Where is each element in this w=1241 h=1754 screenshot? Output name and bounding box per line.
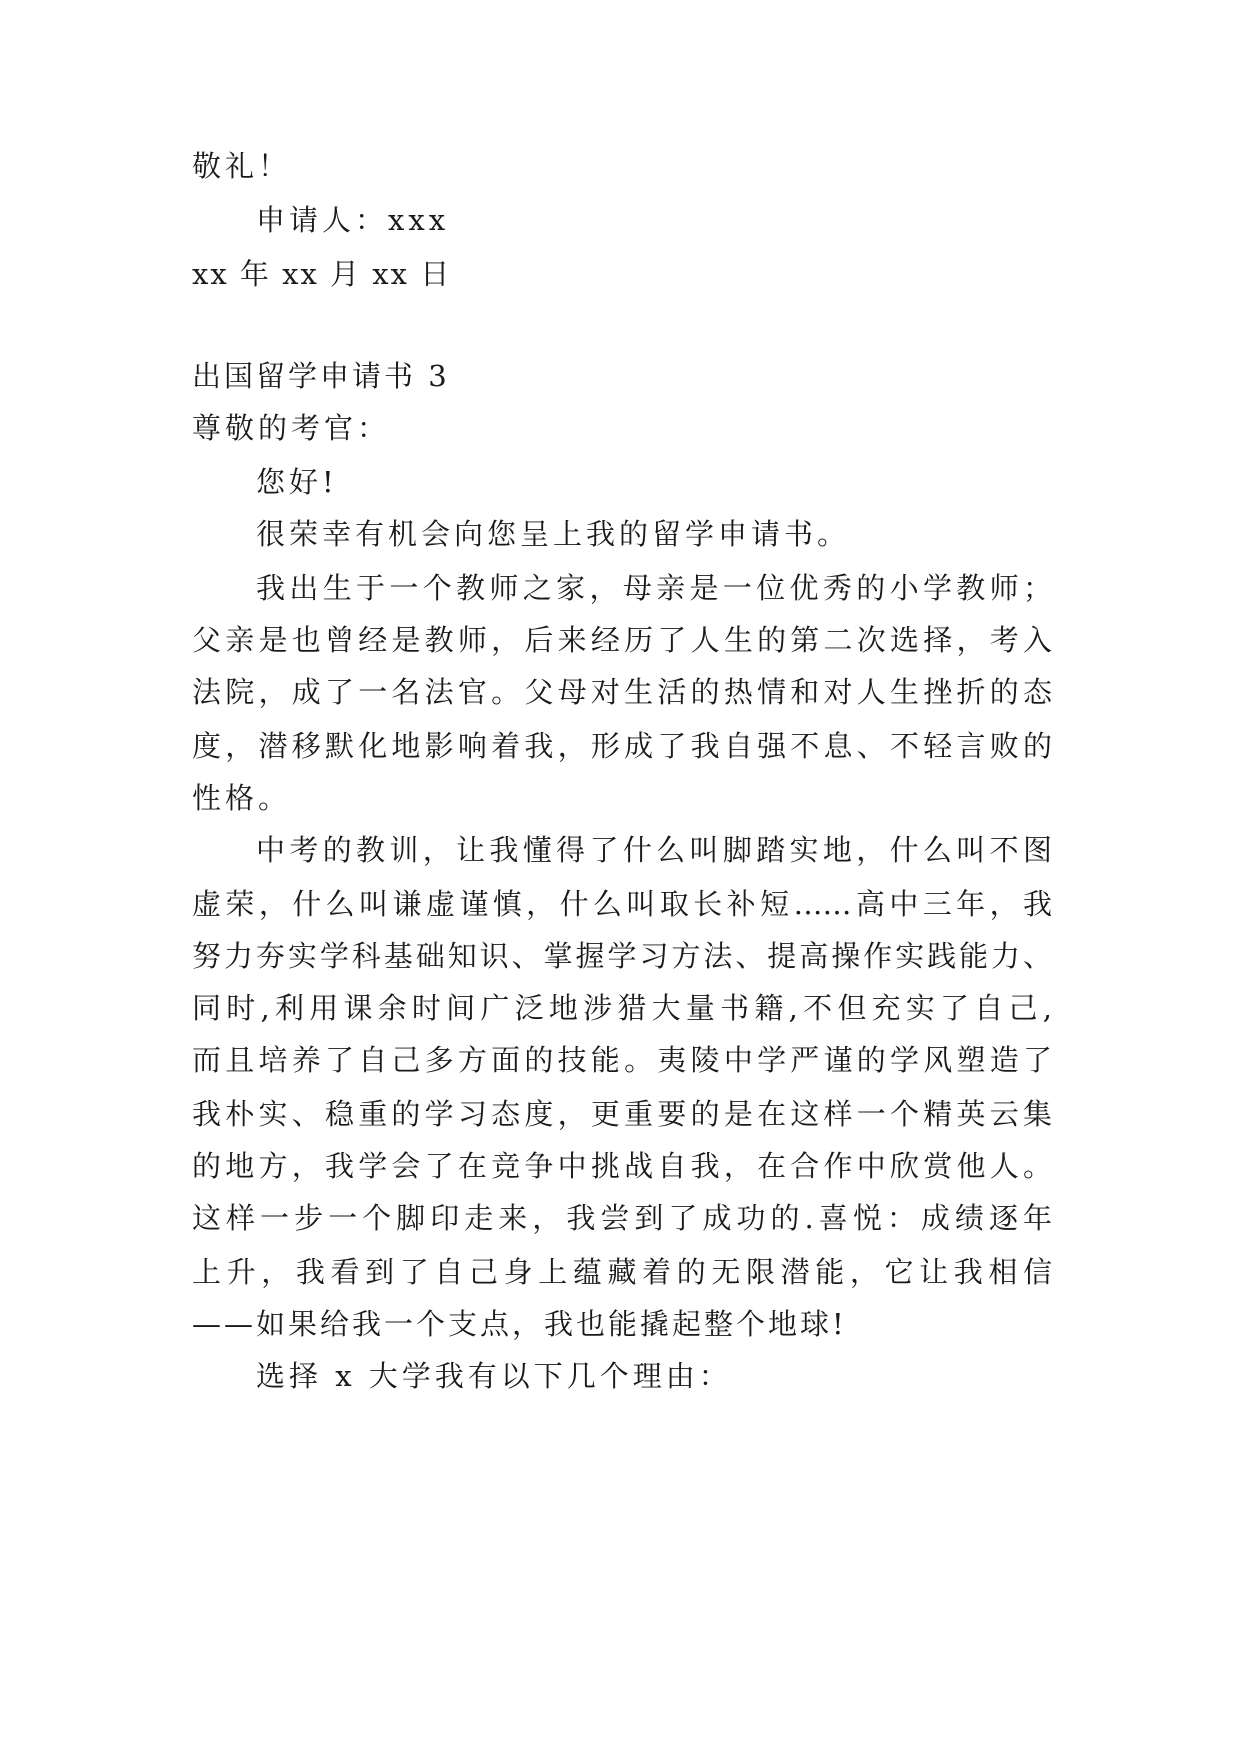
paragraph-2-line: 我朴实、稳重的学习态度，更重要的是在这样一个精英云集 (192, 1097, 1052, 1131)
paragraph-2-line: 中考的教训，让我懂得了什么叫脚踏实地，什么叫不图 (256, 833, 1052, 867)
paragraph-1-line: 我出生于一个教师之家，母亲是一位优秀的小学教师； (256, 571, 1052, 605)
salutation: 尊敬的考官： (192, 411, 391, 445)
paragraph-2-line: 同时,利用课余时间广泛地涉猎大量书籍,不但充实了自己, (192, 991, 1052, 1025)
intro-sentence: 很荣幸有机会向您呈上我的留学申请书。 (256, 517, 851, 551)
paragraph-1-line: 法院，成了一名法官。父母对生活的热情和对人生挫折的态 (192, 675, 1052, 709)
paragraph-3-line: 选择 x 大学我有以下几个理由： (256, 1359, 732, 1393)
paragraph-1-line: 度，潜移默化地影响着我，形成了我自强不息、不轻言败的 (192, 729, 1052, 763)
applicant-signature: 申请人：xxx (256, 203, 450, 237)
paragraph-2-line: 这样一步一个脚印走来，我尝到了成功的.喜悦：成绩逐年 (192, 1201, 1052, 1235)
greeting-hello: 您好! (256, 465, 338, 499)
paragraph-2-line: 的地方，我学会了在竞争中挑战自我，在合作中欣赏他人。 (192, 1149, 1052, 1183)
paragraph-2-line: 努力夯实学科基础知识、掌握学习方法、提高操作实践能力、 (192, 939, 1052, 973)
paragraph-1-line: 性格。 (192, 781, 292, 815)
closing-salute: 敬礼！ (192, 149, 292, 183)
section-title: 出国留学申请书 3 (192, 359, 450, 393)
paragraph-2-line: 上升，我看到了自己身上蕴藏着的无限潜能，它让我相信 (192, 1255, 1052, 1289)
paragraph-1-line: 父亲是也曾经是教师，后来经历了人生的第二次选择，考入 (192, 623, 1052, 657)
paragraph-2-line: ——如果给我一个支点，我也能撬起整个地球! (192, 1307, 847, 1341)
paragraph-2-line: 虚荣，什么叫谦虚谨慎，什么叫取长补短……高中三年，我 (192, 887, 1052, 921)
letter-date: xx 年 xx 月 xx 日 (192, 257, 452, 291)
paragraph-2-line: 而且培养了自己多方面的技能。夷陵中学严谨的学风塑造了 (192, 1043, 1052, 1077)
